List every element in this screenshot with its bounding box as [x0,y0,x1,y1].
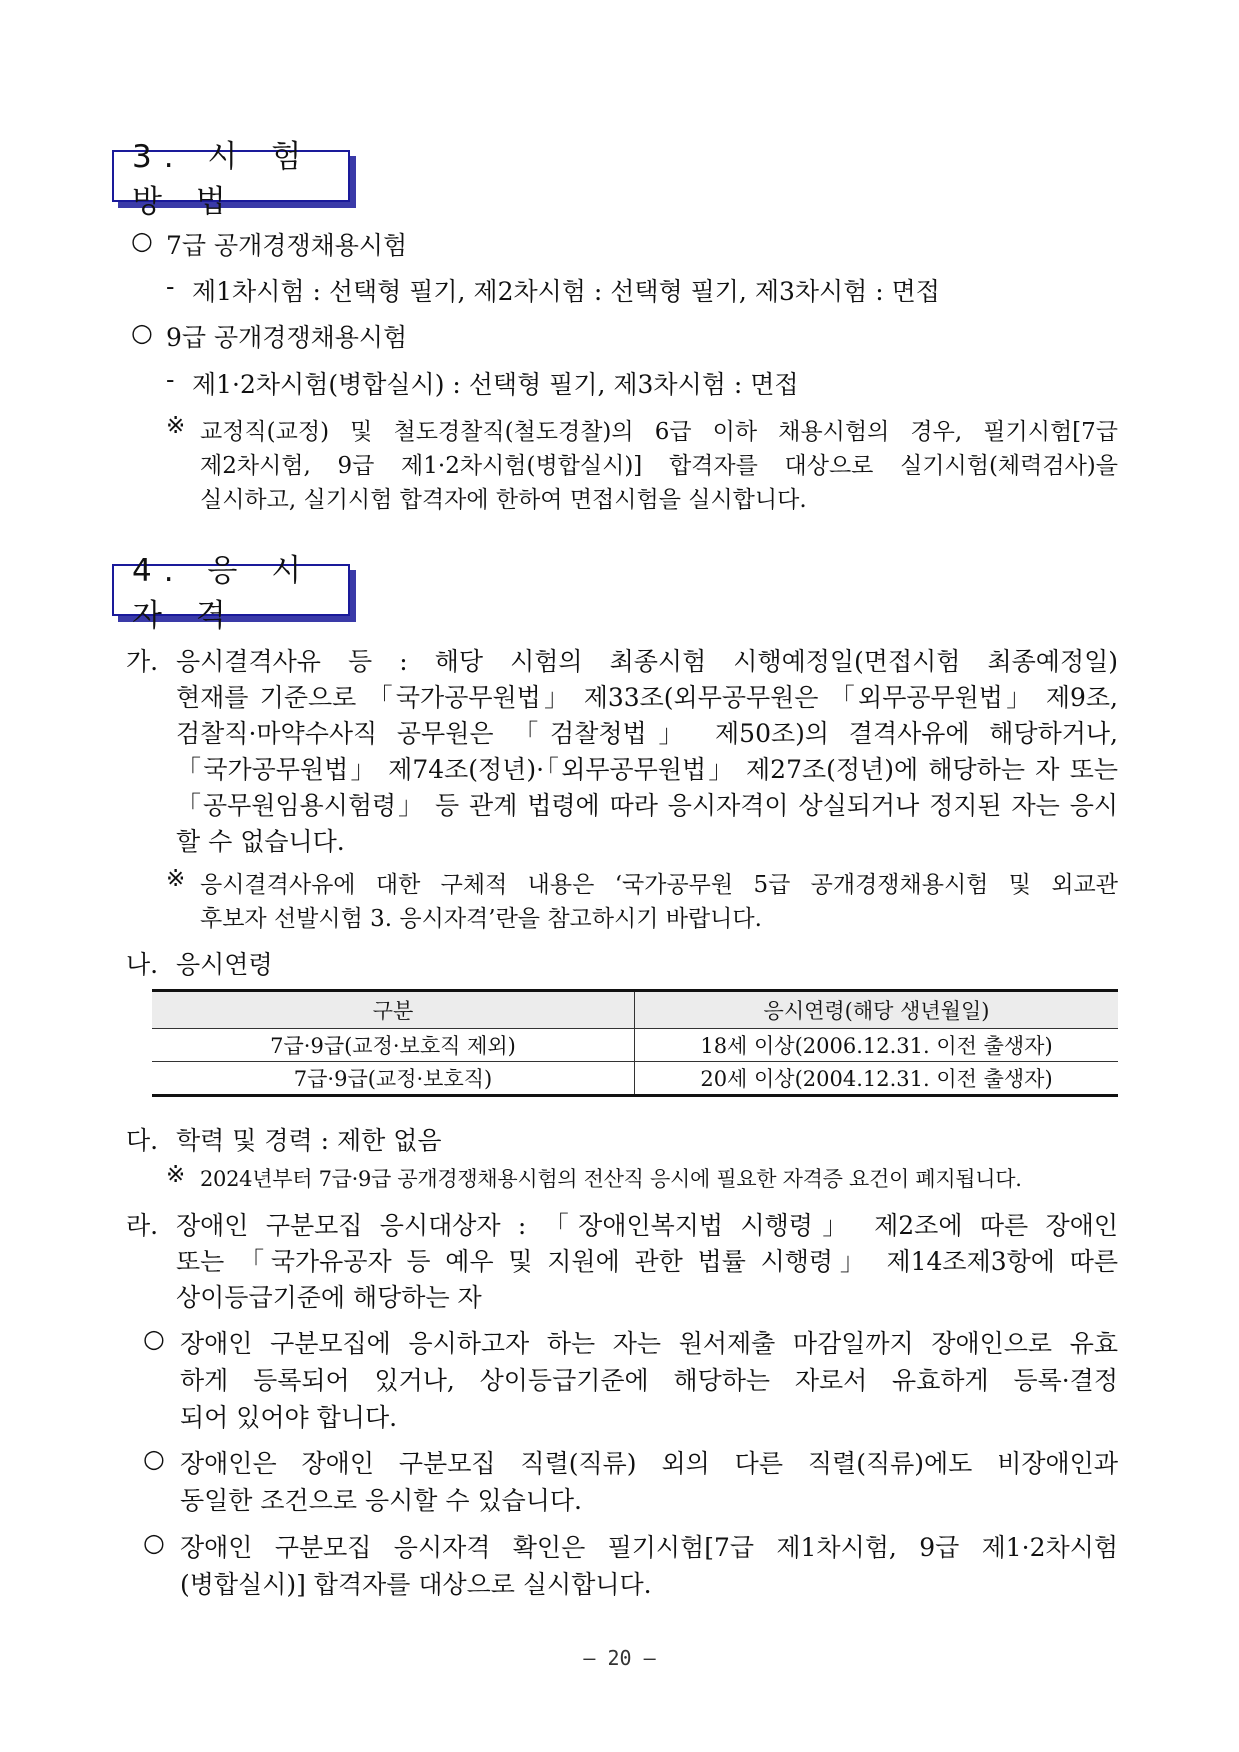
bullet-mark: ○ [143,1528,165,1557]
paragraph-line: 검찰직·마약수사직 공무원은 「검찰청법」 제50조)의 결격사유에 해당하거나, [176,719,1118,748]
item-label-ga: 가. [126,647,159,676]
paragraph-line: 할 수 없습니다. [176,827,345,856]
bullet-line: 동일한 조건으로 응시할 수 있습니다. [180,1486,582,1515]
paragraph-line: 응시결격사유 등 : 해당 시험의 최종시험 시행예정일(면접시험 최종예정일) [176,647,1118,676]
age-table [152,989,1118,1097]
paragraph-line: 현재를 기준으로 「국가공무원법」 제33조(외무공무원은 「외무공무원법」 제9조, [176,683,1118,712]
bullet-line: (병합실시)] 합격자를 대상으로 실시합니다. [180,1570,652,1599]
list-item: 제1·2차시험(병합실시) : 선택형 필기, 제3차시험 : 면접 [192,370,799,399]
bullet-mark: ○ [131,226,153,255]
table-header: 응시연령(해당 생년월일) [635,991,1119,1029]
note-mark: ※ [166,866,186,892]
section-4-title: 4. 응 시 자 격 [112,564,350,616]
table-cell: 7급·9급(교정·보호직 제외) [152,1029,635,1062]
note-line: 응시결격사유에 대한 구체적 내용은 ‘국가공무원 5급 공개경쟁채용시험 및 외교관 [200,872,1118,898]
paragraph-line: 상이등급기준에 해당하는 자 [176,1283,482,1312]
table-header-row [152,991,1118,1029]
bullet-mark: ○ [143,1444,165,1473]
table-row [152,1062,1118,1096]
table-cell: 7급·9급(교정·보호직) [152,1062,635,1096]
paragraph-line: 「국가공무원법」 제74조(정년)·「외무공무원법」 제27조(정년)에 해당하는 자 또는 [176,755,1118,784]
note-mark: ※ [166,413,186,439]
note-line: 2024년부터 7급·9급 공개경쟁채용시험의 전산직 응시에 필요한 자격증 요건이 폐지됩니다. [200,1167,1022,1191]
note-line: 교정직(교정) 및 철도경찰직(철도경찰)의 6급 이하 채용시험의 경우, 필기시험[7급 [200,419,1118,445]
bullet-line: 장애인 구분모집에 응시하고자 하는 자는 원서제출 마감일까지 장애인으로 유효 [180,1329,1118,1358]
bullet-mark: ○ [143,1324,165,1353]
dash-mark: - [166,365,175,394]
table-header: 구분 [152,991,635,1029]
list-item: 제1차시험 : 선택형 필기, 제2차시험 : 선택형 필기, 제3차시험 : 면접 [192,277,940,306]
section-3-title: 3. 시 험 방 법 [112,150,350,202]
item-text: 응시연령 [176,950,273,979]
note-line: 제2차시험, 9급 제1·2차시험(병합실시)] 합격자를 대상으로 실기시험(체력검사)을 [200,453,1118,479]
item-label-ra: 라. [126,1211,159,1240]
item-label-na: 나. [126,950,159,979]
list-item: 7급 공개경쟁채용시험 [166,231,408,260]
table-cell: 20세 이상(2004.12.31. 이전 출생자) [635,1062,1119,1096]
bullet-line: 장애인 구분모집 응시자격 확인은 필기시험[7급 제1차시험, 9급 제1·2차시험 [180,1533,1118,1562]
bullet-mark: ○ [131,318,153,347]
paragraph-line: 장애인 구분모집 응시대상자 : 「장애인복지법 시행령」 제2조에 따른 장애인 [176,1211,1118,1240]
note-line: 실시하고, 실기시험 합격자에 한하여 면접시험을 실시합니다. [200,487,807,513]
paragraph-line: 또는 「국가유공자 등 예우 및 지원에 관한 법률 시행령」 제14조제3항에 따른 [176,1247,1118,1276]
bullet-line: 장애인은 장애인 구분모집 직렬(직류) 외의 다른 직렬(직류)에도 비장애인과 [180,1449,1118,1478]
note-line: 후보자 선발시험 3. 응시자격’란을 참고하시기 바랍니다. [200,906,762,932]
dash-mark: - [166,272,175,301]
bullet-line: 하게 등록되어 있거나, 상이등급기준에 해당하는 자로서 유효하게 등록·결정 [180,1366,1118,1395]
item-text: 학력 및 경력 : 제한 없음 [176,1126,442,1155]
list-item: 9급 공개경쟁채용시험 [166,323,408,352]
table-cell: 18세 이상(2006.12.31. 이전 출생자) [635,1029,1119,1062]
paragraph-line: 「공무원임용시험령」 등 관계 법령에 따라 응시자격이 상실되거나 정지된 자는 응시 [176,791,1118,820]
page-number: – 20 – [583,1646,656,1670]
note-mark: ※ [166,1162,186,1188]
bullet-line: 되어 있어야 합니다. [180,1403,398,1432]
item-label-da: 다. [126,1126,159,1155]
table-row [152,1029,1118,1062]
